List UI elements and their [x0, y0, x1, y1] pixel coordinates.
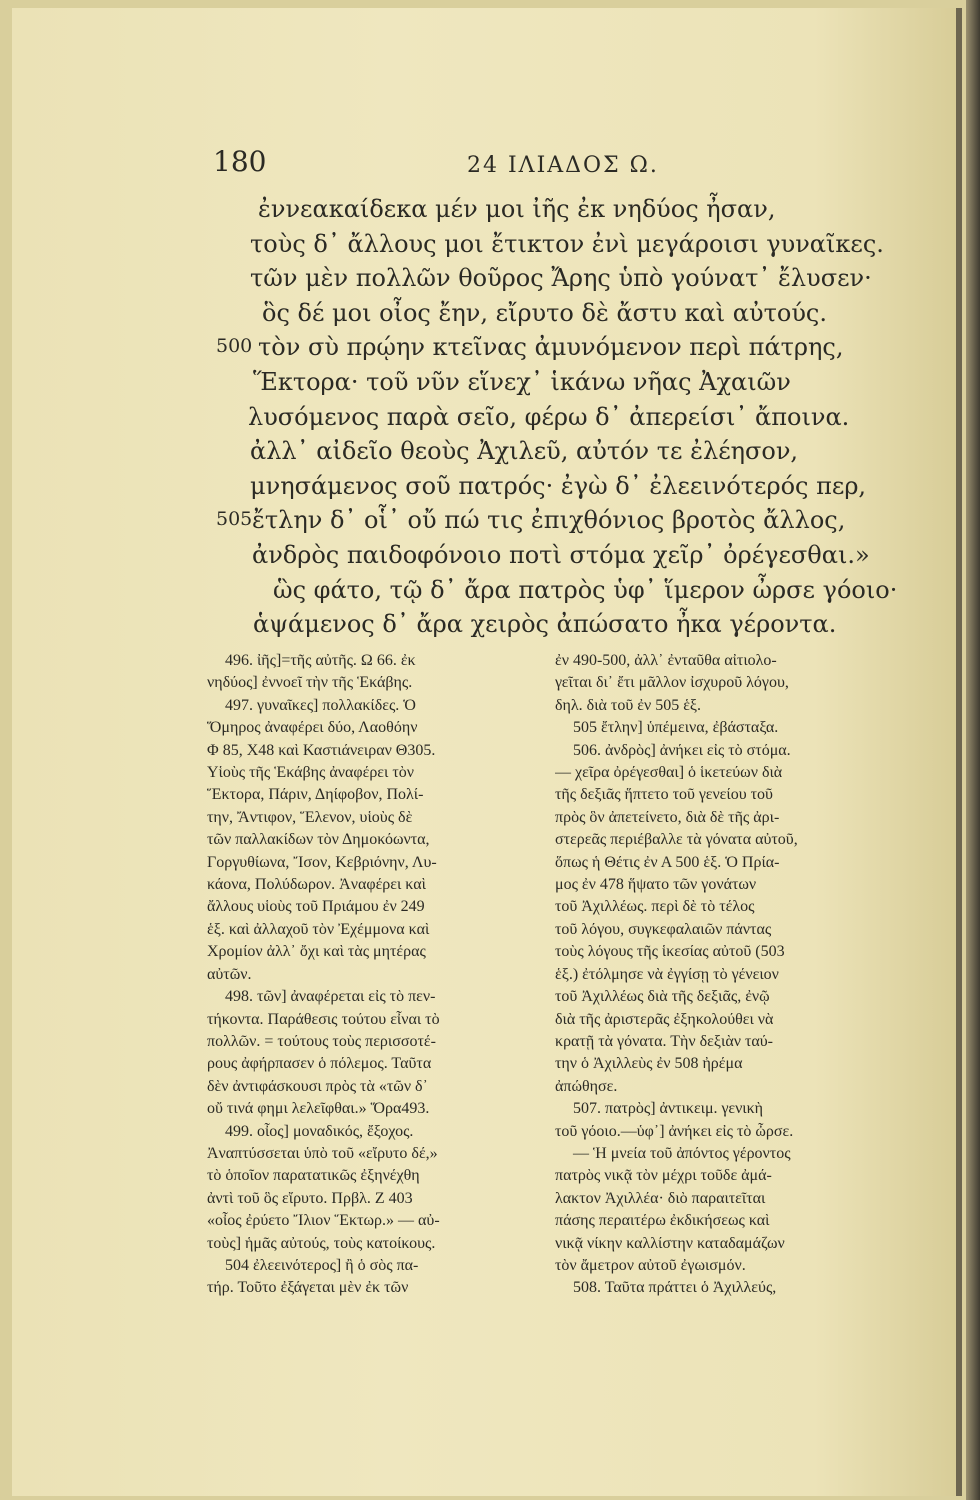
note-line: τὸ ὁποῖον παρατατικῶς ἐξηνέχθη	[207, 1167, 420, 1185]
verse-text: ἐννεακαίδεκα μέν μοι ἰῆς ἐκ νηδύος ἦσαν,	[258, 195, 776, 223]
verse-text: ὣς φάτο, τῷ δ᾽ ἄρα πατρὸς ὑφ᾽ ἵμερον ὦρσε γόοιο·	[273, 575, 898, 604]
note-line: κάονα, Πολύδωρον. Ἀναφέρει καὶ	[207, 876, 426, 894]
note-line: δὲν ἀντιφάσκουσι πρὸς τὰ «τῶν δ᾽	[207, 1077, 428, 1095]
note-line: «οἶος ἐρύετο Ἴλιον Ἕκτωρ.» — αὐ-	[207, 1212, 440, 1230]
note-line: τοῦ λόγου, συγκεφαλαιῶν πάντας	[555, 920, 772, 938]
verse-text: ὃς δέ μοι οἶος ἔην, εἴρυτο δὲ ἄστυ καὶ αὐτούς.	[262, 298, 827, 327]
note-line: τῶν παλλακίδων τὸν Δημοκόωντα,	[207, 831, 430, 849]
verse-text: λυσόμενος παρὰ σεῖο, φέρω δ᾽ ἀπερείσι᾽ ἄποινα.	[248, 402, 850, 431]
verse-text: ἔτλην δ᾽ οἷ᾽ οὔ πώ τις ἐπιχθόνιος βροτὸς ἄλλος,	[252, 506, 846, 535]
commentary-notes	[0, 650, 980, 1490]
note-line: πρὸς ὃν ἀπετείνετο, διὰ δὲ τῆς ἀρι-	[555, 808, 780, 826]
note-line: ρους ἀφήρπασεν ὁ πόλεμος. Ταῦτα	[207, 1055, 432, 1073]
note-line: λακτον Ἀχιλλέα· διὸ παραιτεῖται	[555, 1189, 766, 1207]
poem-text	[0, 195, 980, 645]
note-line: ὅπως ἡ Θέτις ἐν Α 500 ἑξ. Ὁ Πρία-	[555, 853, 780, 871]
note-line: τοὺς] ἡμᾶς αὐτούς, τοὺς κατοίκους.	[207, 1234, 436, 1252]
verse-text: ἁψάμενος δ᾽ ἄρα χειρὸς ἀπώσατο ἦκα γέροντα.	[253, 610, 837, 639]
verse-line	[0, 403, 980, 438]
verse-line	[0, 195, 980, 230]
note-line: στερεᾶς περιέβαλλε τὰ γόνατα αὐτοῦ,	[555, 831, 798, 849]
note-line: κρατῇ τὰ γόνατα. Τὴν δεξιὰν ταύ-	[555, 1032, 773, 1050]
note-line: ἀντὶ τοῦ ὃς εἴρυτο. Πρβλ. Ζ 403	[207, 1189, 413, 1207]
note-line: 497. γυναῖκες] πολλακίδες. Ὁ	[225, 696, 416, 714]
verse-line	[0, 437, 980, 472]
notes-left-column	[207, 650, 517, 1300]
note-line: 508. Ταῦτα πράττει ὁ Ἀχιλλεύς,	[573, 1279, 777, 1297]
verse-text: ἀλλ᾽ αἰδεῖο θεοὺς Ἀχιλεῦ, αὐτόν τε ἐλέησον,	[250, 437, 799, 466]
page-number: 180	[213, 145, 267, 178]
note-line: 506. ἀνδρὸς] ἀνήκει εἰς τὸ στόμα.	[573, 741, 791, 759]
verse-line	[0, 264, 980, 299]
verse-line	[0, 472, 980, 507]
verse-line	[0, 333, 980, 368]
note-line: 504 ἐλεεινότερος] ἢ ὁ σὸς πα-	[225, 1256, 419, 1274]
note-line: γεῖται δι᾽ ἔτι μᾶλλον ἰσχυροῦ λόγου,	[555, 674, 789, 692]
verse-line	[0, 506, 980, 541]
note-line: 498. τῶν] ἀναφέρεται εἰς τὸ πεν-	[225, 988, 436, 1006]
note-line: Υἱοὺς τῆς Ἑκάβης ἀναφέρει τὸν	[207, 764, 414, 782]
note-line: δηλ. διὰ τοῦ ἐν 505 ἑξ.	[555, 696, 702, 714]
running-head: 24 ΙΛΙΑΔΟΣ Ω.	[467, 153, 659, 178]
note-line: 505 ἔτλην] ὑπέμεινα, ἐβάσταξα.	[573, 719, 779, 737]
note-line: Χρομίον ἀλλ᾽ ὄχι καὶ τὰς μητέρας	[207, 943, 426, 961]
verse-line	[0, 299, 980, 334]
note-line: 496. ἰῆς]=τῆς αὐτῆς. Ω 66. ἐκ	[225, 652, 416, 669]
note-line: ἀπώθησε.	[555, 1077, 618, 1095]
verse-line	[0, 610, 980, 645]
note-line: τοῦ Ἀχιλλέως διὰ τῆς δεξιᾶς, ἐνῷ	[555, 988, 770, 1006]
verse-line	[0, 576, 980, 611]
verse-line	[0, 230, 980, 265]
note-line: 499. οἶος] μοναδικός, ἔξοχος.	[225, 1122, 414, 1140]
note-line: τήκοντα. Παράθεσις τούτου εἶναι τὸ	[207, 1010, 440, 1028]
verse-text: τοὺς δ᾽ ἄλλους μοι ἔτικτον ἐνὶ μεγάροισι γυναῖκες.	[250, 229, 884, 258]
note-line: τῆς δεξιᾶς ἥπτετο τοῦ γενείου τοῦ	[555, 786, 773, 804]
note-line: ἑξ.) ἐτόλμησε νὰ ἐγγίσῃ τὸ γένειον	[555, 965, 779, 983]
note-line: ἐν 490-500, ἀλλ᾽ ἐνταῦθα αἰτιολο-	[555, 652, 777, 669]
verse-line	[0, 541, 980, 576]
note-line: τοὺς λόγους τῆς ἱκεσίας αὐτοῦ (503	[555, 943, 785, 961]
verse-text: Ἕκτορα· τοῦ νῦν εἵνεχ᾽ ἱκάνω νῆας Ἀχαιῶν	[253, 367, 791, 396]
note-line: τοῦ γόοιο.—ὑφ᾽] ἀνήκει εἰς τὸ ὦρσε.	[555, 1122, 794, 1140]
note-line: τήρ. Τοῦτο ἐξάγεται μὲν ἐκ τῶν	[207, 1279, 409, 1297]
note-line: αὐτῶν.	[207, 965, 252, 983]
verse-number: 500	[216, 335, 253, 358]
verse-number: 505	[216, 508, 253, 531]
note-line: Ἀναπτύσσεται ὑπὸ τοῦ «εἴρυτο δέ,»	[207, 1144, 438, 1162]
notes-right-column	[555, 650, 873, 1300]
verse-text: ἀνδρὸς παιδοφόνοιο ποτὶ στόμα χεῖρ᾽ ὀρέγεσθαι.»	[252, 540, 870, 569]
note-line: νηδύος] ἐννοεῖ τὴν τῆς Ἑκάβης.	[207, 674, 413, 692]
note-line: οὔ τινά φημι λελεῖφθαι.» Ὅρα493.	[207, 1100, 430, 1118]
note-line: μος ἐν 478 ἥψατο τῶν γονάτων	[555, 876, 757, 894]
note-line: — χεῖρα ὀρέγεσθαι] ὁ ἱκετεύων διὰ	[555, 764, 783, 782]
verse-text: τὸν σὺ πρῴην κτεῖνας ἀμυνόμενον περὶ πάτρης,	[258, 333, 844, 362]
note-line: 507. πατρὸς] ἀντικειμ. γενικὴ	[573, 1100, 764, 1118]
verse-line	[0, 368, 980, 403]
note-line: Γοργυθίωνα, Ἴσον, Κεβριόνην, Λυ-	[207, 853, 437, 871]
verse-text: μνησάμενος σοῦ πατρός· ἐγὼ δ᾽ ἐλεεινότερός περ,	[250, 471, 867, 500]
note-line: Ἕκτορα, Πάριν, Δηίφοβον, Πολί-	[207, 786, 424, 804]
note-line: διὰ τῆς ἀριστερᾶς ἐξηκολούθει νὰ	[555, 1010, 774, 1028]
note-line: πατρὸς νικᾷ τὸν μέχρι τοῦδε ἀμά-	[555, 1167, 772, 1185]
note-line: πάσης περαιτέρω ἐκδικήσεως καὶ	[555, 1212, 770, 1230]
note-line: νικᾷ νίκην καλλίστην καταδαμάζων	[555, 1234, 785, 1252]
note-line: ἑξ. καὶ ἀλλαχοῦ τὸν Ἐχέμμονα καὶ	[207, 920, 430, 938]
note-line: πολλῶν. = τούτους τοὺς περισσοτέ-	[207, 1032, 436, 1050]
verse-text: τῶν μὲν πολλῶν θοῦρος Ἄρης ὑπὸ γούνατ᾽ ἔλυσεν·	[250, 264, 872, 293]
note-line: ἄλλους υἱοὺς τοῦ Πριάμου ἐν 249	[207, 898, 425, 916]
note-line: — Ἡ μνεία τοῦ ἀπόντος γέροντος	[573, 1144, 791, 1162]
note-line: Φ 85, Χ48 καὶ Καστιάνειραν Θ305.	[207, 741, 436, 759]
page-header	[0, 145, 980, 185]
note-line: Ὅμηρος ἀναφέρει δύο, Λαοθόην	[207, 719, 418, 737]
note-line: τὸν ἄμετρον αὐτοῦ ἐγωισμόν.	[555, 1256, 746, 1274]
note-line: την ὁ Ἀχιλλεὺς ἐν 508 ἠρέμα	[555, 1055, 743, 1073]
note-line: τοῦ Ἀχιλλέως. περὶ δὲ τὸ τέλος	[555, 898, 755, 916]
note-line: την, Ἄντιφον, Ἕλενον, υἱοὺς δὲ	[207, 808, 413, 826]
